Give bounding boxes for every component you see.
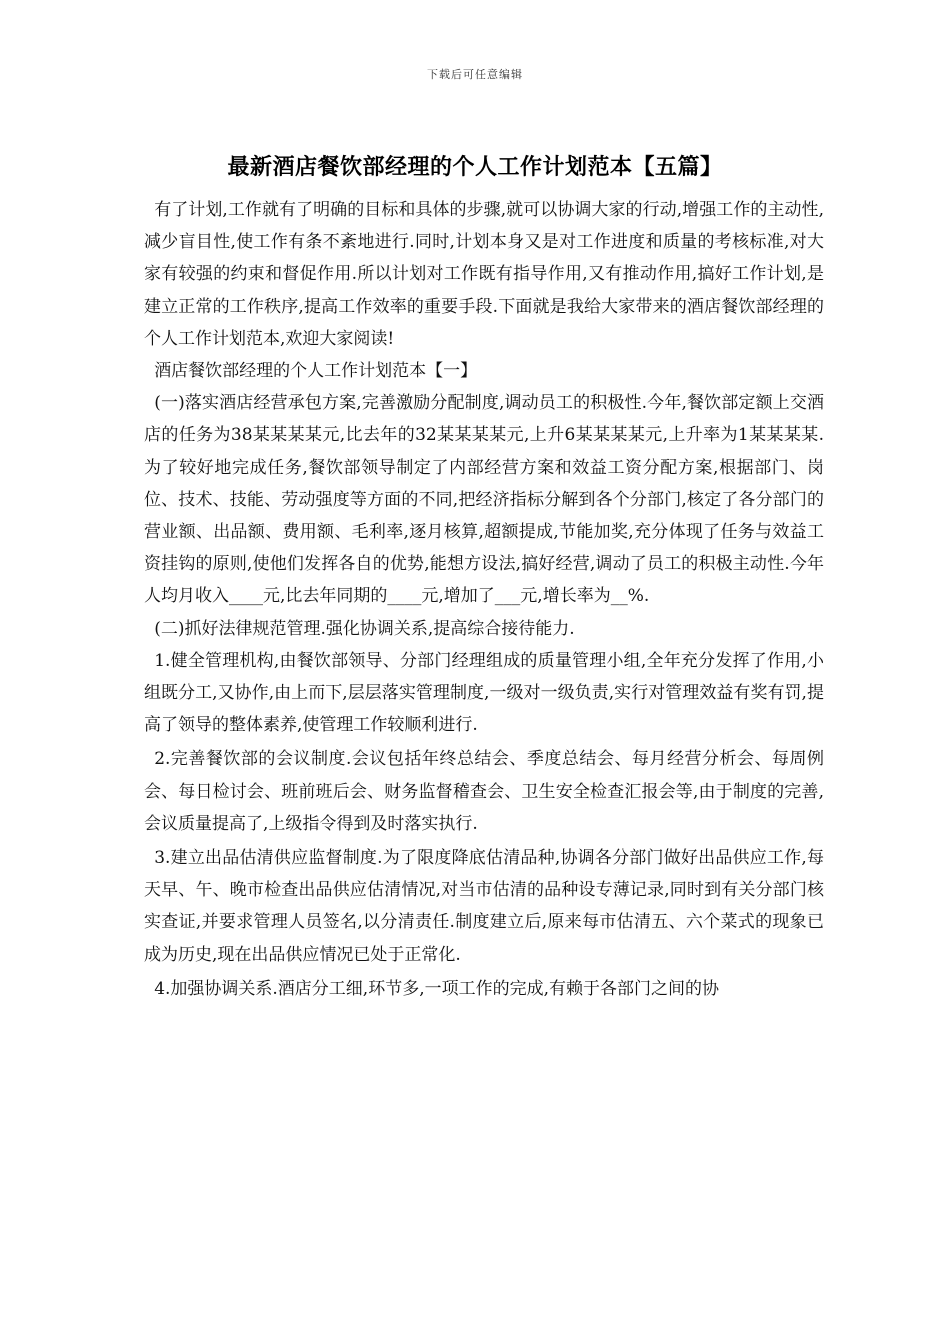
body-paragraph: 1.健全管理机构,由餐饮部领导、分部门经理组成的质量管理小组,全年充分发挥了作用,小组既分工,又协作,由上而下,层层落实管理制度,一级对一级负责,实行对管理效益有奖有罚,提高了领导的整体素养,使管理工作较顺利进行. <box>144 650 824 736</box>
intro-paragraph: 有了计划,工作就有了明确的目标和具体的步骤,就可以协调大家的行动,增强工作的主动性,减少盲目性,使工作有条不紊地进行.同时,计划本身又是对工作进度和质量的考核标准,对大家有较强的约束和督促作用.所以计划对工作既有指导作用,又有推动作用,搞好工作计划,是建立正常的工作秩序,提高工作效率的重要手段.下面就是我给大家带来的酒店餐饮部经理的个人工作计划范本,欢迎大家阅读! <box>144 200 824 349</box>
body-paragraph: 2.完善餐饮部的会议制度.会议包括年终总结会、季度总结会、每月经营分析会、每周例会、每日检讨会、班前班后会、财务监督稽查会、卫生安全检查汇报会等,由于制度的完善,会议质量提高了,上级指令得到及时落实执行. <box>144 749 824 834</box>
body-paragraph: (一)落实酒店经营承包方案,完善激励分配制度,调动员工的积极性.今年,餐饮部定额上交酒店的任务为38某某某某元,比去年的32某某某某元,上升6某某某某元,上升率为1某某某某.为了较好地完成任务,餐饮部领导制定了内部经营方案和效益工资分配方案,根据部门、岗位、技术、技能、劳动强度等方面的不同,把经济指标分解到各个分部门,核定了各分部门的营业额、出品额、费用额、毛利率,逐月核算,超额提成,节能加奖,充分体现了任务与效益工资挂钩的原则,使他们发挥各自的优势,能想方设法,搞好经营,调动了员工的积极主动性.今年人均月收入____元,比去年同期的____元,增加了___元,增长率为__%. <box>144 393 824 607</box>
document-title: 最新酒店餐饮部经理的个人工作计划范本【五篇】 <box>227 154 723 180</box>
body-paragraph: 4.加强协调关系.酒店分工细,环节多,一项工作的完成,有赖于各部门之间的协 <box>154 978 720 999</box>
document-body <box>144 194 824 1005</box>
header-note: 下载后可任意编辑 <box>427 68 523 81</box>
section-heading: 酒店餐饮部经理的个人工作计划范本【一】 <box>154 361 478 382</box>
body-paragraph: (二)抓好法律规范管理.强化协调关系,提高综合接待能力. <box>154 618 575 639</box>
body-paragraph: 3.建立出品估清供应监督制度.为了限度降底估清品种,协调各分部门做好出品供应工作,每天早、午、晚市检查出品供应估清情况,对当市估清的品种设专薄记录,同时到有关分部门核实查证,并要求管理人员签名,以分清责任.制度建立后,原来每市估清五、六个菜式的现象已成为历史,现在出品供应情况已处于正常化. <box>144 848 824 965</box>
